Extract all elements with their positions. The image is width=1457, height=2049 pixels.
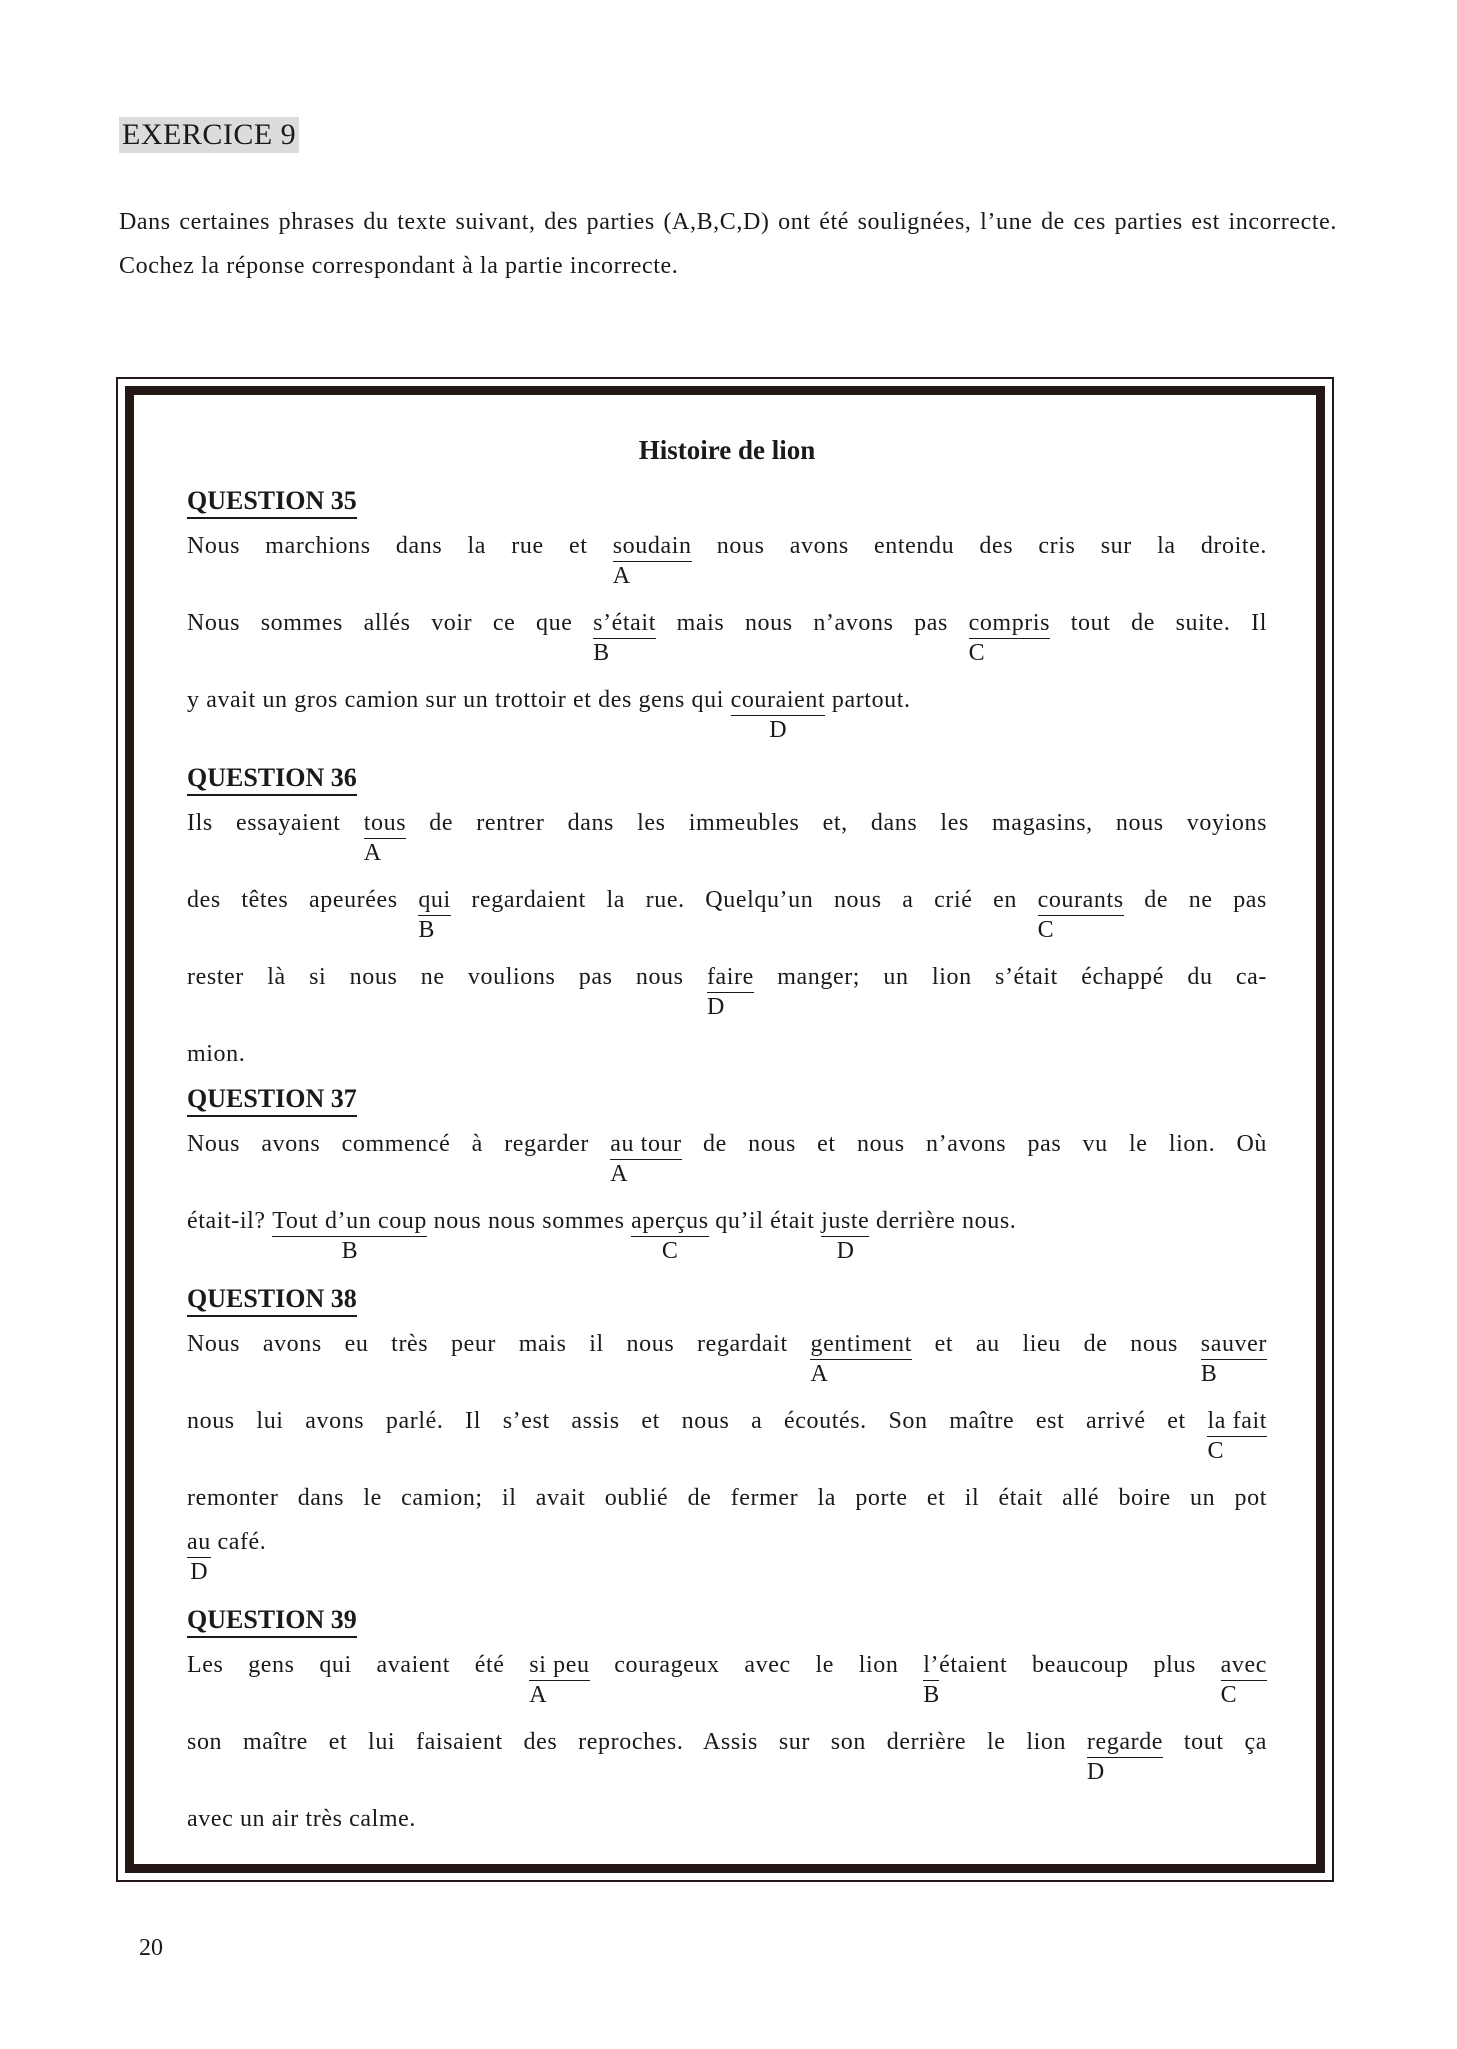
page-number: 20 [139, 1935, 163, 1961]
story-body [187, 478, 1267, 1841]
plain-text: tout de suite. Il [1050, 610, 1268, 636]
underlined-part-d[interactable] [821, 1206, 870, 1264]
plain-text: étaient beaucoup plus [939, 1652, 1221, 1678]
underlined-part-a[interactable] [810, 1329, 912, 1387]
text-line [187, 678, 1267, 743]
plain-text: était-il? [187, 1208, 273, 1234]
plain-text: des têtes apeurées [187, 887, 419, 913]
underlined-part-c[interactable] [968, 608, 1051, 666]
underlined-part-a[interactable] [612, 531, 692, 589]
question-label: QUESTION 39 [187, 1604, 357, 1638]
option-letter: A [610, 1161, 628, 1187]
underlined-part-a[interactable] [363, 808, 407, 866]
text-line [187, 1122, 1267, 1187]
plain-text: de ne pas [1123, 887, 1267, 913]
underlined-part-c[interactable] [1037, 885, 1124, 943]
question-label: QUESTION 37 [187, 1083, 357, 1117]
text-line [187, 1476, 1267, 1520]
option-letter: B [923, 1682, 940, 1708]
plain-text: qu’il était [708, 1208, 822, 1234]
plain-text: remonter dans le camion; il avait oublié de fermer la porte et il était allé boire un pot [187, 1485, 1267, 1511]
underlined-text: s’était [593, 610, 656, 636]
underlined-part-b[interactable] [418, 885, 451, 943]
plain-text: y avait un gros camion sur un trottoir et des gens qui [187, 687, 731, 713]
question-heading [187, 478, 1267, 524]
underlined-text: gentiment [810, 1331, 912, 1357]
option-letter: C [1037, 917, 1054, 943]
plain-text: rester là si nous ne voulions pas nous [187, 964, 707, 990]
plain-text: nous nous sommes [427, 1208, 632, 1234]
question-heading [187, 1076, 1267, 1122]
option-letter: D [836, 1238, 854, 1264]
plain-text: avec un air très calme. [187, 1806, 417, 1832]
plain-text: mais nous n’avons pas [655, 610, 969, 636]
underlined-text: regarde [1086, 1729, 1164, 1755]
text-line [187, 801, 1268, 866]
underlined-part-d[interactable] [187, 1527, 211, 1585]
question-label: QUESTION 36 [187, 762, 357, 796]
underlined-part-b[interactable] [923, 1650, 940, 1708]
story-title: Histoire de lion [638, 435, 816, 465]
option-letter: B [341, 1238, 358, 1264]
plain-text: Ils essayaient [187, 810, 364, 836]
option-letter: D [706, 994, 725, 1020]
plain-text: café. [210, 1529, 267, 1555]
underlined-part-c[interactable] [1220, 1650, 1267, 1708]
underlined-text: couraient [730, 687, 826, 713]
plain-text: derrière nous. [869, 1208, 1017, 1234]
option-letter: C [1220, 1682, 1237, 1708]
underlined-text: juste [821, 1208, 870, 1234]
underlined-text: si peu [529, 1652, 590, 1678]
underlined-part-b[interactable] [1200, 1329, 1267, 1387]
underlined-text: avec [1220, 1652, 1267, 1678]
plain-text: manger; un lion s’était échappé du ca- [753, 964, 1267, 990]
underlined-part-b[interactable] [593, 608, 656, 666]
underlined-part-a[interactable] [529, 1650, 590, 1708]
option-letter: B [418, 917, 435, 943]
plain-text: Nous avons commencé à regarder [187, 1131, 611, 1157]
option-letter: D [1086, 1759, 1105, 1785]
option-letter: D [190, 1559, 208, 1585]
option-letter: A [363, 840, 382, 866]
plain-text: tout ça [1163, 1729, 1267, 1755]
instructions: Dans certaines phrases du texte suivant, des parties (A,B,C,D) ont été soulignées, l’une de ces parties est incorrecte. Cochez la réponse correspondant à la partie incorrecte. [119, 209, 1337, 279]
plain-text: mion. [187, 1041, 246, 1067]
text-line [187, 1032, 1267, 1076]
option-letter: B [593, 640, 610, 666]
text-line [187, 1643, 1267, 1708]
plain-text: Nous avons eu très peur mais il nous regardait [187, 1331, 811, 1357]
underlined-text: au tour [610, 1131, 682, 1157]
exercise-title: EXERCICE 9 [119, 117, 299, 153]
underlined-text: la fait [1207, 1408, 1267, 1434]
underlined-text: courants [1037, 887, 1124, 913]
plain-text: regardaient la rue. Quelqu’un nous a crié en [450, 887, 1038, 913]
plain-text: nous avons entendu des cris sur la droite. [691, 533, 1267, 559]
question-heading [187, 1597, 1267, 1643]
option-letter: A [529, 1682, 547, 1708]
plain-text: Nous sommes allés voir ce que [187, 610, 594, 636]
option-letter: C [968, 640, 985, 666]
plain-text: Les gens qui avaient été [187, 1652, 530, 1678]
text-line [187, 878, 1267, 943]
underlined-text: qui [418, 887, 451, 913]
text-line [187, 1399, 1267, 1464]
underlined-part-d[interactable] [1086, 1727, 1164, 1785]
text-line [187, 1720, 1267, 1785]
underlined-text: faire [706, 964, 754, 990]
text-line [187, 1322, 1267, 1387]
question-heading [187, 755, 1267, 801]
option-letter: A [810, 1361, 828, 1387]
plain-text: partout. [825, 687, 911, 713]
plain-text: de rentrer dans les immeubles et, dans les magasins, nous voyions [406, 810, 1268, 836]
underlined-part-d[interactable] [706, 962, 754, 1020]
underlined-part-c[interactable] [1207, 1406, 1267, 1464]
underlined-text: tous [363, 810, 407, 836]
text-line [187, 524, 1267, 589]
plain-text: et au lieu de nous [911, 1331, 1201, 1357]
plain-text: son maître et lui faisaient des reproches. Assis sur son derrière le lion [187, 1729, 1087, 1755]
underlined-text: l’ [923, 1652, 940, 1678]
plain-text: nous lui avons parlé. Il s’est assis et nous a écoutés. Son maître est arrivé et [187, 1408, 1208, 1434]
underlined-text: Tout d’un coup [272, 1208, 427, 1234]
question-heading [187, 1276, 1267, 1322]
option-letter: C [1207, 1438, 1224, 1464]
question-label: QUESTION 35 [187, 485, 357, 519]
underlined-text: sauver [1200, 1331, 1267, 1357]
underlined-text: compris [968, 610, 1051, 636]
underlined-text: au [187, 1529, 211, 1555]
text-line [187, 955, 1267, 1020]
text-line [187, 1199, 1267, 1264]
underlined-part-a[interactable] [610, 1129, 682, 1187]
option-letter: A [612, 563, 631, 589]
text-line [187, 601, 1268, 666]
option-letter: B [1200, 1361, 1217, 1387]
plain-text: de nous et nous n’avons pas vu le lion. Où [681, 1131, 1267, 1157]
underlined-part-c[interactable] [631, 1206, 709, 1264]
option-letter: D [769, 717, 787, 743]
option-letter: C [661, 1238, 678, 1264]
underlined-text: soudain [612, 533, 692, 559]
underlined-text: aperçus [631, 1208, 709, 1234]
plain-text: Nous marchions dans la rue et [187, 533, 613, 559]
plain-text: courageux avec le lion [589, 1652, 924, 1678]
underlined-part-b[interactable] [272, 1206, 427, 1264]
question-label: QUESTION 38 [187, 1283, 357, 1317]
underlined-part-d[interactable] [730, 685, 826, 743]
text-line [187, 1797, 1267, 1841]
text-line [187, 1520, 1267, 1585]
